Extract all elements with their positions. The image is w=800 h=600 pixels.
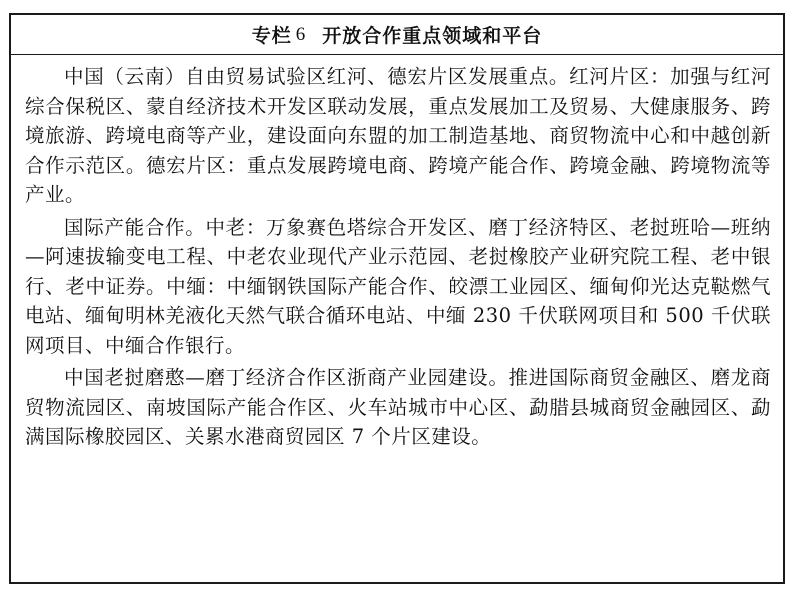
paragraph-mohan-boten-zone: 中国老挝磨憨—磨丁经济合作区浙商产业园建设。推进国际商贸金融区、磨龙商贸物流园区、南坡国际产能合作区、火车站城市中心区、勐腊县城商贸金融园区、勐满国际橡胶园区、关累水港商贸园区 7 个片区建设。 (25, 366, 771, 448)
column-body (11, 55, 783, 452)
paragraph-free-trade-zone: 中国（云南）自由贸易试验区红河、德宏片区发展重点。红河片区：加强与红河综合保税区、蒙自经济技术开发区联动发展，重点发展加工及贸易、大健康服务、跨境旅游、跨境电商等产业，建设面向东盟的加工制造基地、商贸物流中心和中越创新合作示范区。德宏片区：重点发展跨境电商、跨境产能合作、跨境金融、跨境物流等产业。 (25, 65, 771, 206)
column-title-prefix: 专栏 (251, 25, 292, 47)
column-box (9, 13, 785, 584)
column-title-number: 6 (295, 23, 307, 45)
column-title-text: 开放合作重点领域和平台 (322, 25, 543, 47)
column-title (11, 15, 783, 55)
paragraph-capacity-cooperation: 国际产能合作。中老：万象赛色塔综合开发区、磨丁经济特区、老挝班哈—班纳—阿速拔输变电工程、中老农业现代产业示范园、老挝橡胶产业研究院工程、老中银行、老中证券。中缅：中缅钢铁国际产能合作、皎漂工业园区、缅甸仰光达克鞑燃气电站、缅甸明林羌液化天然气联合循环电站、中缅 230 千伏联网项目和 500 千伏联网项目、中缅合作银行。 (25, 215, 771, 357)
